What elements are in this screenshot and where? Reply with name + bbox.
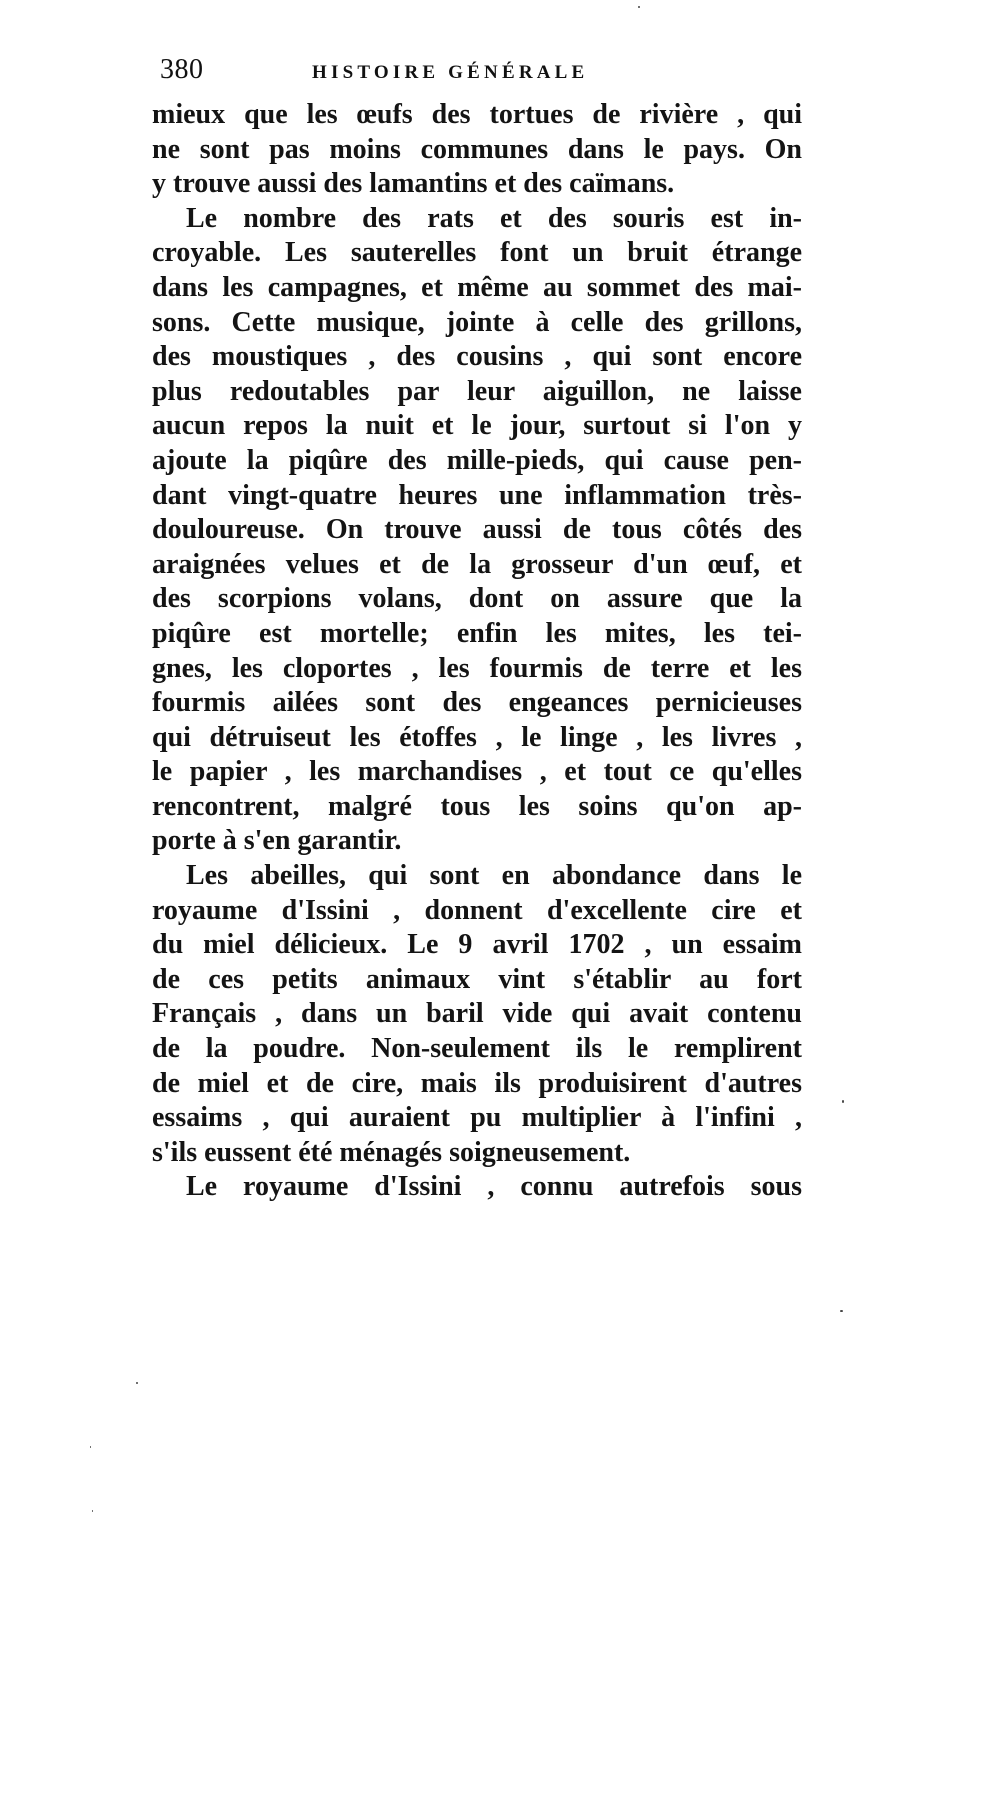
text-line: ne sont pas moins communes dans le pays. On — [152, 133, 802, 165]
text-line: piqûre est mortelle; enfin les mites, les tei- — [152, 617, 802, 649]
text-line: croyable. Les sauterelles font un bruit étrange — [152, 237, 802, 269]
text-line: douloureuse. On trouve aussi de tous côtés des — [152, 514, 802, 546]
text-line: de miel et de cire, mais ils produisirent d'autres — [152, 1067, 802, 1099]
text-line: mieux que les œufs des tortues de rivière , qui — [152, 99, 802, 130]
scan-speck — [92, 1510, 93, 1512]
text-line: de ces petits animaux vint s'établir au fort — [152, 963, 802, 995]
text-line: gnes, les cloportes , les fourmis de terre et les — [152, 652, 802, 684]
text-line: araignées velues et de la grosseur d'un œuf, et — [152, 548, 802, 580]
text-line: le papier , les marchandises , et tout ce qu'elles — [152, 756, 802, 788]
text-line: rencontrent, malgré tous les soins qu'on ap- — [152, 790, 802, 822]
text-line: plus redoutables par leur aiguillon, ne laisse — [152, 375, 802, 407]
scan-speck — [840, 1310, 843, 1312]
text-line: porte à s'en garantir. — [152, 825, 402, 857]
text-line: essaims , qui auraient pu multiplier à l'infini , — [152, 1102, 802, 1134]
text-line: des scorpions volans, dont on assure que la — [152, 583, 802, 615]
scan-speck — [136, 1382, 138, 1384]
text-line: qui détruiseut les étoffes , le linge , les livres , — [152, 721, 802, 753]
scan-speck — [90, 1446, 91, 1448]
text-line: des moustiques , des cousins , qui sont encore — [152, 341, 802, 373]
text-line: Les abeilles, qui sont en abondance dans le — [186, 860, 802, 892]
text-line: Le royaume d'Issini , connu autrefois sous — [186, 1171, 802, 1203]
text-line: du miel délicieux. Le 9 avril 1702 , un essaim — [152, 929, 802, 961]
page-number: 380 — [160, 54, 204, 85]
text-line: de la poudre. Non-seulement ils le remplirent — [152, 1033, 802, 1065]
body-text — [152, 98, 802, 1205]
scan-speck — [638, 6, 640, 8]
text-line: y trouve aussi des lamantins et des caïmans. — [152, 168, 675, 200]
text-line: fourmis ailées sont des engeances pernicieuses — [152, 687, 802, 719]
text-line: ajoute la piqûre des mille-pieds, qui cause pen- — [152, 444, 802, 476]
text-line: Le nombre des rats et des souris est in- — [186, 202, 802, 234]
text-line: s'ils eussent été ménagés soigneusement. — [152, 1136, 631, 1168]
text-line: dant vingt-quatre heures une inflammation très- — [152, 479, 802, 511]
text-line: dans les campagnes, et même au sommet des mai- — [152, 271, 802, 303]
text-line: royaume d'Issini , donnent d'excellente cire et — [152, 894, 802, 926]
text-line: Français , dans un baril vide qui avait contenu — [152, 998, 802, 1030]
text-line: sons. Cette musique, jointe à celle des grillons, — [152, 306, 802, 338]
running-title: HISTOIRE GÉNÉRALE — [312, 62, 589, 83]
running-head — [160, 54, 640, 90]
text-line: aucun repos la nuit et le jour, surtout si l'on y — [152, 410, 802, 442]
scan-speck — [842, 1100, 844, 1103]
